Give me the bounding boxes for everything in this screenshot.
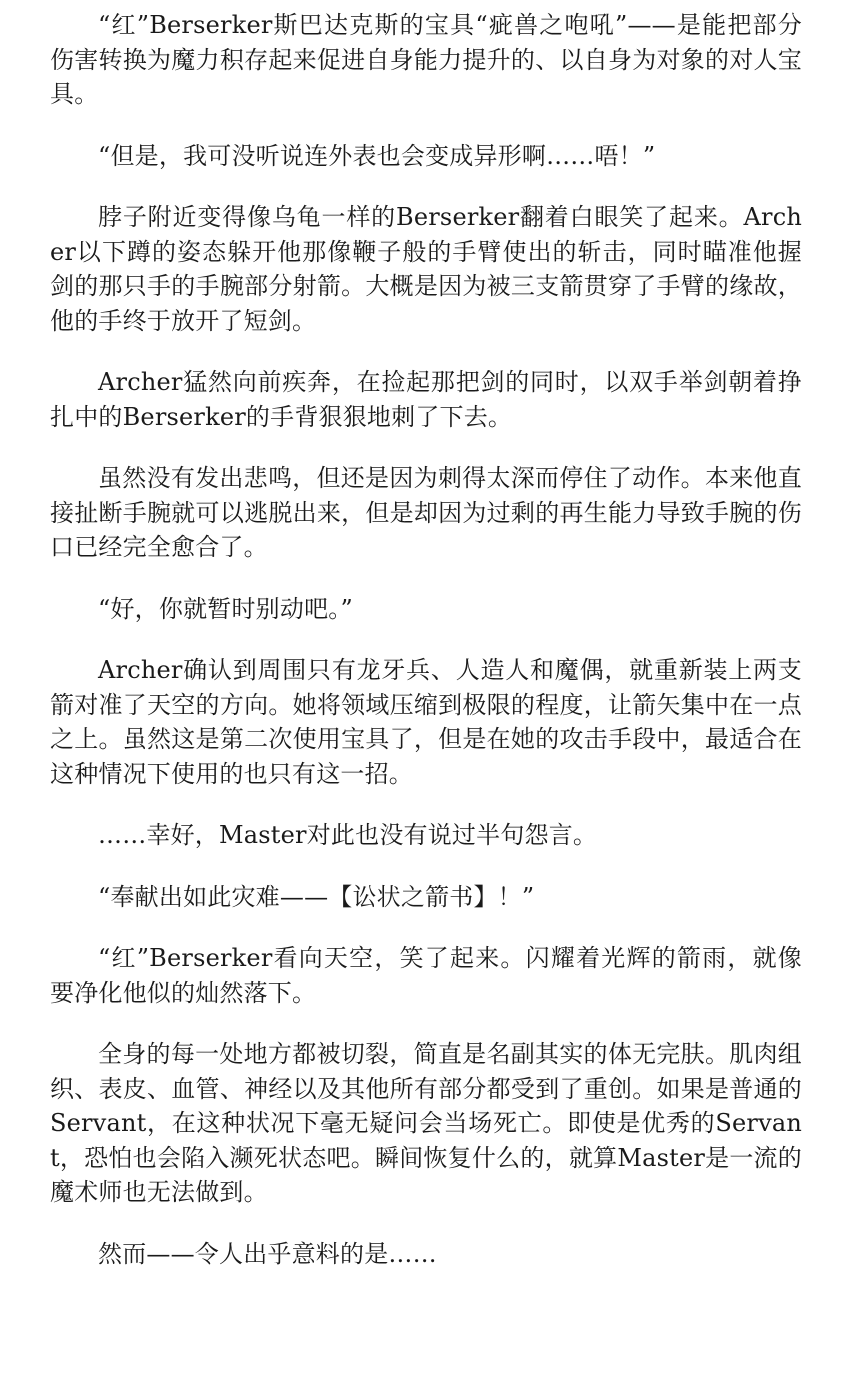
paragraph-10: “红”Berserker看向天空，笑了起来。闪耀着光辉的箭雨，就像要净化他似的灿然落下。 <box>50 944 802 1007</box>
paragraph-4: Archer猛然向前疾奔，在捡起那把剑的同时，以双手举剑朝着挣扎中的Berserker的手背狠狠地刺了下去。 <box>50 368 802 431</box>
paragraph-1: “红”Berserker斯巴达克斯的宝具“疵兽之咆吼”——是能把部分伤害转换为魔力积存起来促进自身能力提升的、以自身为对象的对人宝具。 <box>50 11 802 108</box>
paragraph-2: “但是，我可没听说连外表也会变成异形啊……唔！” <box>98 141 656 170</box>
document-page <box>50 8 802 1271</box>
paragraph-6: “好，你就暂时别动吧。” <box>98 594 353 623</box>
paragraph-9: “奉献出如此灾难——【讼状之箭书】！” <box>98 882 535 911</box>
paragraph-3: 脖子附近变得像乌龟一样的Berserker翻着白眼笑了起来。Archer以下蹲的姿态躲开他那像鞭子般的手臂使出的斩击，同时瞄准他握剑的那只手的手腕部分射箭。大概是因为被三支箭贯穿了手臂的缘故，他的手终于放开了短剑。 <box>50 203 802 335</box>
paragraph-12: 然而——令人出乎意料的是…… <box>98 1239 437 1268</box>
paragraph-5: 虽然没有发出悲鸣，但还是因为刺得太深而停住了动作。本来他直接扯断手腕就可以逃脱出来，但是却因为过剩的再生能力导致手腕的伤口已经完全愈合了。 <box>50 464 802 561</box>
paragraph-11: 全身的每一处地方都被切裂，简直是名副其实的体无完肤。肌肉组织、表皮、血管、神经以及其他所有部分都受到了重创。如果是普通的Servant，在这种状况下毫无疑问会当场死亡。即使是优秀的Servant，恐怕也会陷入濒死状态吧。瞬间恢复什么的，就算Master是一流的魔术师也无法做到。 <box>50 1040 802 1206</box>
paragraph-7: Archer确认到周围只有龙牙兵、人造人和魔偶，就重新装上两支箭对准了天空的方向。她将领域压缩到极限的程度，让箭矢集中在一点之上。虽然这是第二次使用宝具了，但是在她的攻击手段中，最适合在这种情况下使用的也只有这一招。 <box>50 656 802 788</box>
paragraph-8: ……幸好，Master对此也没有说过半句怨言。 <box>98 821 598 849</box>
